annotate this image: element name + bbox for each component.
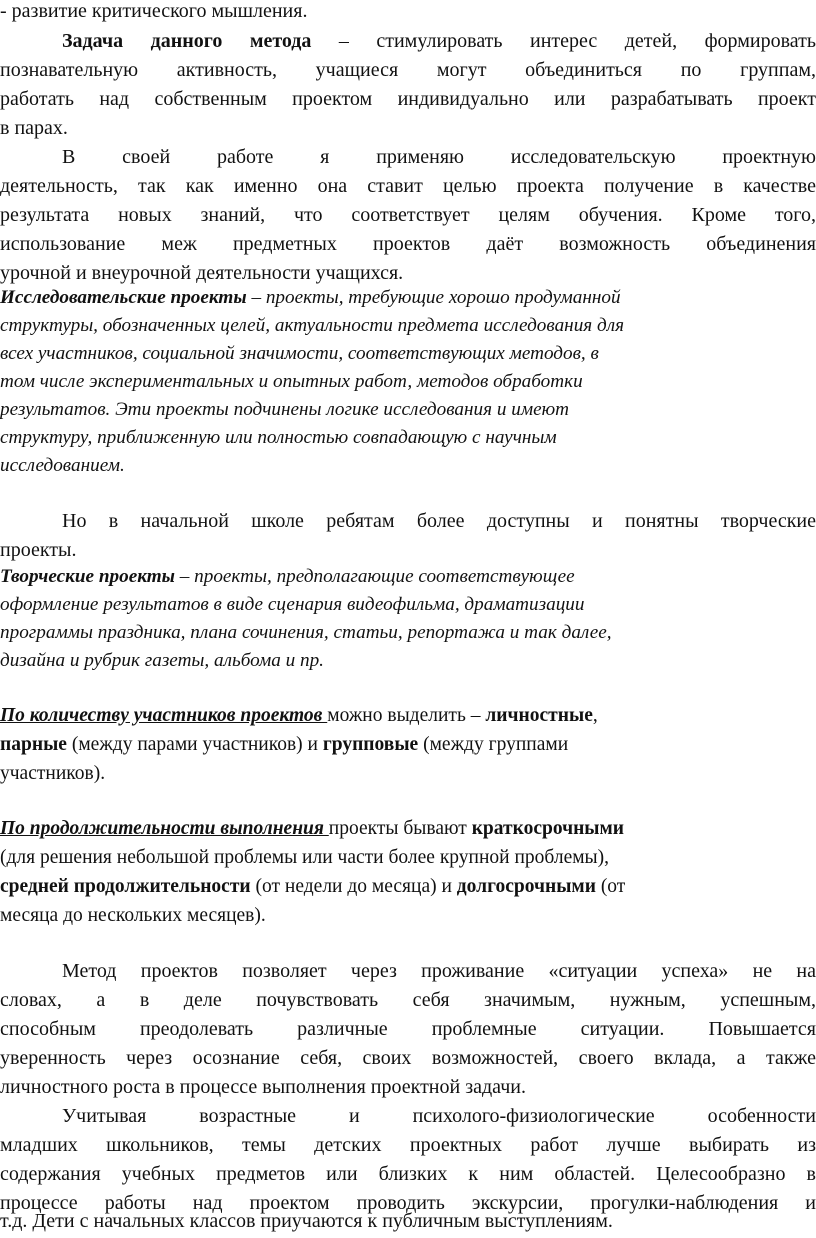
bold-term: краткосрочными [471,818,625,839]
text-line: результатов. Эти проекты подчинены логике исследования и имеют [0,399,569,420]
bold-term: парные [0,734,67,755]
text-line: деятельность, так как именно она ставит целью проекта получение в качестве [0,175,816,197]
bold-term: личностные [485,705,593,726]
text-line: По количеству участников проектов можно выделить – личностные, [0,705,598,726]
text-line: том числе экспериментальных и опытных работ, методов обработки [0,371,583,392]
text-line: месяца до нескольких месяцев). [0,905,266,926]
underlined-heading: По продолжительности выполнения [0,818,329,839]
text-line: личностного роста в процессе выполнения проектной задачи. [0,1076,527,1098]
text-line: результата новых знаний, что соответствует целям обучения. Кроме того, [0,204,816,226]
text-line: Метод проектов позволяет через проживание «ситуации успеха» не на [62,960,816,982]
text-line: способным преодолевать различные проблемные ситуации. Повышается [0,1018,816,1040]
text-line: познавательную активность, учащиеся могут объединиться по группам, [0,59,816,81]
text-line: программы праздника, плана сочинения, статьи, репортажа и так далее, [0,622,612,643]
text-line: проекты. [0,539,77,561]
text-line: оформление результатов в виде сценария видеофильма, драматизации [0,594,585,615]
text-line: исследованием. [0,455,125,476]
text-line: средней продолжительности (от недели до месяца) и долгосрочными (от [0,876,626,897]
text-line: словах, а в деле почувствовать себя значимым, нужным, успешным, [0,989,816,1011]
text-line: содержания учебных предметов или близких к ним областей. Целесообразно в [0,1163,816,1185]
bold-term: долгосрочными [456,876,596,897]
bold-term: Творческие проекты [0,566,175,587]
text-line: в парах. [0,117,68,139]
text-line: - развитие критического мышления. [0,0,308,22]
text-line: всех участников, социальной значимости, соответствующих методов, в [0,343,599,364]
text-line: работать над собственным проектом индивидуально или разрабатывать проект [0,88,816,110]
text-line: использование меж предметных проектов даёт возможность объединения [0,233,816,255]
text-line: процессе работы над проектом проводить экскурсии, прогулки-наблюдения и [0,1192,816,1214]
text-line: парные (между парами участников) и групповые (между группами [0,734,569,755]
text-line: (для решения небольшой проблемы или части более крупной проблемы), [0,847,610,868]
text-line: урочной и внеурочной деятельности учащихся. [0,262,404,284]
text-line: По продолжительности выполнения проекты бывают краткосрочными [0,818,625,839]
text-line: В своей работе я применяю исследовательскую проектную [62,146,816,168]
text-line: дизайна и рубрик газеты, альбома и пр. [0,650,324,671]
text-line: участников). [0,763,106,784]
bold-term: Задача данного метода [62,30,312,52]
text-line: Творческие проекты – проекты, предполагающие соответствующее [0,566,575,587]
text-line: Учитывая возрастные и психолого-физиологические особенности [62,1105,816,1127]
text-line: Задача данного метода – стимулировать интерес детей, формировать [62,30,816,52]
text-line: т.д. Дети с начальных классов приучаются к публичным выступлениям. [0,1210,613,1232]
bold-term: Исследовательские проекты [0,287,247,308]
text-line: структуры, обозначенных целей, актуальности предмета исследования для [0,315,624,336]
text-line: уверенность через осознание себя, своих возможностей, своего вклада, а также [0,1047,816,1069]
text-line: Но в начальной школе ребятам более доступны и понятны творческие [62,510,816,532]
text-line: младших школьников, темы детских проектных работ лучше выбирать из [0,1134,816,1156]
bold-term: групповые [322,734,419,755]
bold-term: средней продолжительности [0,876,251,897]
text-line: Исследовательские проекты – проекты, требующие хорошо продуманной [0,287,621,308]
underlined-heading: По количеству участников проектов [0,705,328,726]
text-line: структуру, приближенную или полностью совпадающую с научным [0,427,557,448]
